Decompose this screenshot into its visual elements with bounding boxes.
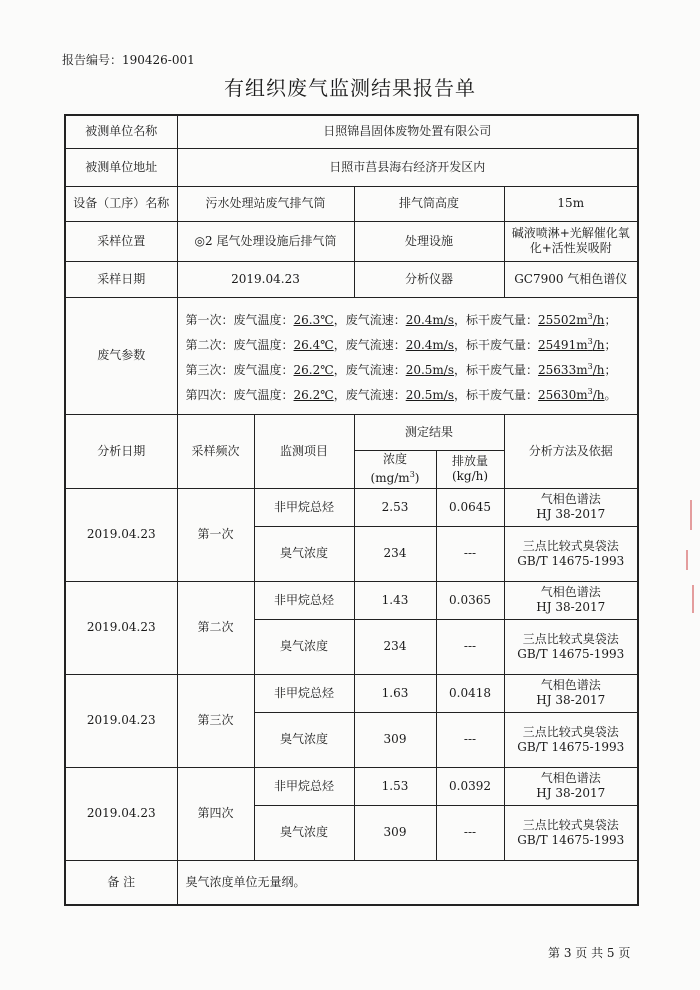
method-name: 三点比较式臭袋法 — [522, 724, 619, 739]
method-standard: HJ 38-2017 — [536, 507, 606, 521]
analysis-date: 2019.04.23 — [65, 767, 177, 860]
note-value: 臭气浓度单位无量纲。 — [177, 860, 638, 905]
velocity-label: ，废气流速： — [333, 312, 406, 327]
note-label: 备 注 — [65, 860, 177, 905]
temp-label: 废气温度： — [233, 312, 294, 327]
header-concentration-unit: $(mg/m^3)$ — [370, 470, 420, 485]
analysis-method — [504, 805, 638, 860]
flow-number: 25502m — [538, 312, 588, 327]
document-title: 有组织废气监测结果报告单 — [224, 76, 476, 100]
flow-value — [538, 363, 604, 377]
velocity-label: ，废气流速： — [333, 337, 406, 352]
table-row — [65, 488, 638, 526]
concentration-value: 309 — [354, 712, 436, 767]
flow-tail: /h — [592, 362, 605, 377]
analysis-date: 2019.04.23 — [65, 488, 177, 581]
analysis-method — [504, 488, 638, 526]
method-name: 气相色谱法 — [540, 492, 601, 506]
line-end: ； — [604, 312, 617, 327]
method-standard: GB/T 14675-1993 — [517, 832, 625, 847]
gas-param-line — [186, 356, 634, 381]
flow-tail: /h — [592, 387, 605, 402]
temp-value: 26.4℃ — [293, 337, 334, 352]
page-number: 第 3 页 共 5 页 — [548, 946, 631, 960]
sampling-position-label: 采样位置 — [65, 221, 177, 261]
gas-param-line — [186, 381, 634, 406]
sampling-frequency: 第二次 — [177, 581, 254, 674]
monitoring-item: 臭气浓度 — [254, 526, 354, 581]
unit-name-value: 日照锦昌固体废物处置有限公司 — [177, 115, 638, 148]
results-body — [65, 488, 638, 860]
equipment-label: 设备（工序）名称 — [65, 186, 177, 221]
method-standard: HJ 38-2017 — [536, 693, 606, 707]
analysis-method — [504, 581, 638, 619]
round-label: 第三次： — [185, 362, 234, 377]
emission-value: 0.0365 — [436, 581, 504, 619]
concentration-value: 1.63 — [354, 674, 436, 712]
header-concentration — [354, 450, 436, 488]
flow-label: ，标干废气量： — [454, 312, 539, 327]
header-emission — [436, 450, 504, 488]
flow-label: ，标干废气量： — [454, 387, 539, 402]
flow-value — [538, 388, 604, 402]
temp-value: 26.2℃ — [293, 387, 334, 402]
monitoring-item: 非甲烷总烃 — [254, 674, 354, 712]
sampling-frequency: 第四次 — [177, 767, 254, 860]
velocity-label: ，废气流速： — [333, 387, 406, 402]
temp-label: 废气温度： — [233, 337, 294, 352]
sampling-frequency: 第三次 — [177, 674, 254, 767]
temp-label: 废气温度： — [233, 362, 294, 377]
round-label: 第二次： — [185, 337, 234, 352]
table-row — [65, 767, 638, 805]
velocity-value: 20.4m/s — [405, 337, 455, 352]
concentration-value: 1.53 — [354, 767, 436, 805]
analysis-date: 2019.04.23 — [65, 674, 177, 767]
velocity-value: 20.5m/s — [405, 387, 455, 402]
concentration-value: 2.53 — [354, 488, 436, 526]
flow-tail: /h — [592, 337, 605, 352]
concentration-value: 1.43 — [354, 581, 436, 619]
concentration-value: 234 — [354, 526, 436, 581]
method-name: 气相色谱法 — [540, 678, 601, 692]
velocity-value: 20.5m/s — [405, 362, 455, 377]
method-name: 三点比较式臭袋法 — [522, 538, 619, 553]
stamp-fragment — [680, 490, 700, 620]
header-emission-label: 排放量 — [451, 454, 488, 468]
sampling-date-label: 采样日期 — [65, 261, 177, 297]
analysis-method — [504, 712, 638, 767]
sampling-date-value: 2019.04.23 — [177, 261, 354, 297]
report-number: 报告编号：190426-001 — [62, 53, 195, 67]
method-standard: GB/T 14675-1993 — [517, 553, 625, 568]
method-standard: GB/T 14675-1993 — [517, 739, 625, 754]
analysis-method — [504, 526, 638, 581]
unit-name-label: 被测单位名称 — [65, 115, 177, 148]
unit-address-value: 日照市莒县海右经济开发区内 — [177, 148, 638, 186]
stack-height-value: 15m — [504, 186, 638, 221]
method-name: 气相色谱法 — [540, 585, 601, 599]
flow-label: ，标干废气量： — [454, 337, 539, 352]
gas-param-line — [186, 306, 634, 331]
header-sampling-frequency: 采样频次 — [177, 414, 254, 488]
treatment-label: 处理设施 — [354, 221, 504, 261]
temp-label: 废气温度： — [233, 387, 294, 402]
flow-tail: /h — [592, 312, 605, 327]
instrument-value: GC7900 气相色谱仪 — [504, 261, 638, 297]
monitoring-item: 非甲烷总烃 — [254, 488, 354, 526]
emission-value: --- — [436, 526, 504, 581]
analysis-date: 2019.04.23 — [65, 581, 177, 674]
method-standard: HJ 38-2017 — [536, 600, 606, 614]
method-name: 气相色谱法 — [540, 771, 601, 785]
temp-value: 26.2℃ — [293, 362, 334, 377]
emission-value: 0.0645 — [436, 488, 504, 526]
method-standard: HJ 38-2017 — [536, 786, 606, 800]
analysis-method — [504, 767, 638, 805]
concentration-value: 234 — [354, 619, 436, 674]
monitoring-item: 臭气浓度 — [254, 805, 354, 860]
analysis-method — [504, 619, 638, 674]
header-concentration-label: 浓度 — [382, 452, 407, 466]
gas-param-line — [186, 331, 634, 356]
header-analysis-date: 分析日期 — [65, 414, 177, 488]
flow-value — [538, 338, 604, 352]
velocity-label: ，废气流速： — [333, 362, 406, 377]
monitoring-item: 臭气浓度 — [254, 712, 354, 767]
unit-address-label: 被测单位地址 — [65, 148, 177, 186]
header-measured-results: 测定结果 — [354, 414, 504, 450]
monitoring-item: 臭气浓度 — [254, 619, 354, 674]
emission-value: 0.0392 — [436, 767, 504, 805]
method-name: 三点比较式臭袋法 — [522, 631, 619, 646]
flow-number: 25491m — [538, 337, 588, 352]
analysis-method — [504, 674, 638, 712]
line-end: ； — [604, 362, 617, 377]
table-row — [65, 581, 638, 619]
gas-params-label: 废气参数 — [65, 297, 177, 414]
header-monitoring-item: 监测项目 — [254, 414, 354, 488]
emission-value: --- — [436, 805, 504, 860]
monitoring-item: 非甲烷总烃 — [254, 581, 354, 619]
equipment-value: 污水处理站废气排气筒 — [177, 186, 354, 221]
line-end: 。 — [604, 387, 617, 402]
gas-params-list — [177, 297, 638, 414]
flow-superscript: 3 — [587, 336, 593, 346]
round-label: 第四次： — [185, 387, 234, 402]
report-table — [64, 114, 639, 906]
flow-superscript: 3 — [587, 311, 593, 321]
flow-number: 25630m — [538, 387, 588, 402]
table-row — [65, 674, 638, 712]
emission-value: 0.0418 — [436, 674, 504, 712]
emission-value: --- — [436, 712, 504, 767]
instrument-label: 分析仪器 — [354, 261, 504, 297]
concentration-value: 309 — [354, 805, 436, 860]
line-end: ； — [604, 337, 617, 352]
flow-number: 25633m — [538, 362, 588, 377]
treatment-value: 碱液喷淋+光解催化氧化+活性炭吸附 — [504, 221, 638, 261]
method-name: 三点比较式臭袋法 — [522, 817, 619, 832]
round-label: 第一次： — [185, 312, 234, 327]
temp-value: 26.3℃ — [293, 312, 334, 327]
sampling-position-value: ◎2 尾气处理设施后排气筒 — [177, 221, 354, 261]
flow-superscript: 3 — [587, 386, 593, 396]
stack-height-label: 排气筒高度 — [354, 186, 504, 221]
emission-value: --- — [436, 619, 504, 674]
flow-value — [538, 313, 604, 327]
header-analysis-method: 分析方法及依据 — [504, 414, 638, 488]
flow-label: ，标干废气量： — [454, 362, 539, 377]
monitoring-item: 非甲烷总烃 — [254, 767, 354, 805]
method-standard: GB/T 14675-1993 — [517, 646, 625, 661]
velocity-value: 20.4m/s — [405, 312, 455, 327]
header-emission-unit: (kg/h) — [451, 469, 489, 483]
flow-superscript: 3 — [587, 361, 593, 371]
sampling-frequency: 第一次 — [177, 488, 254, 581]
